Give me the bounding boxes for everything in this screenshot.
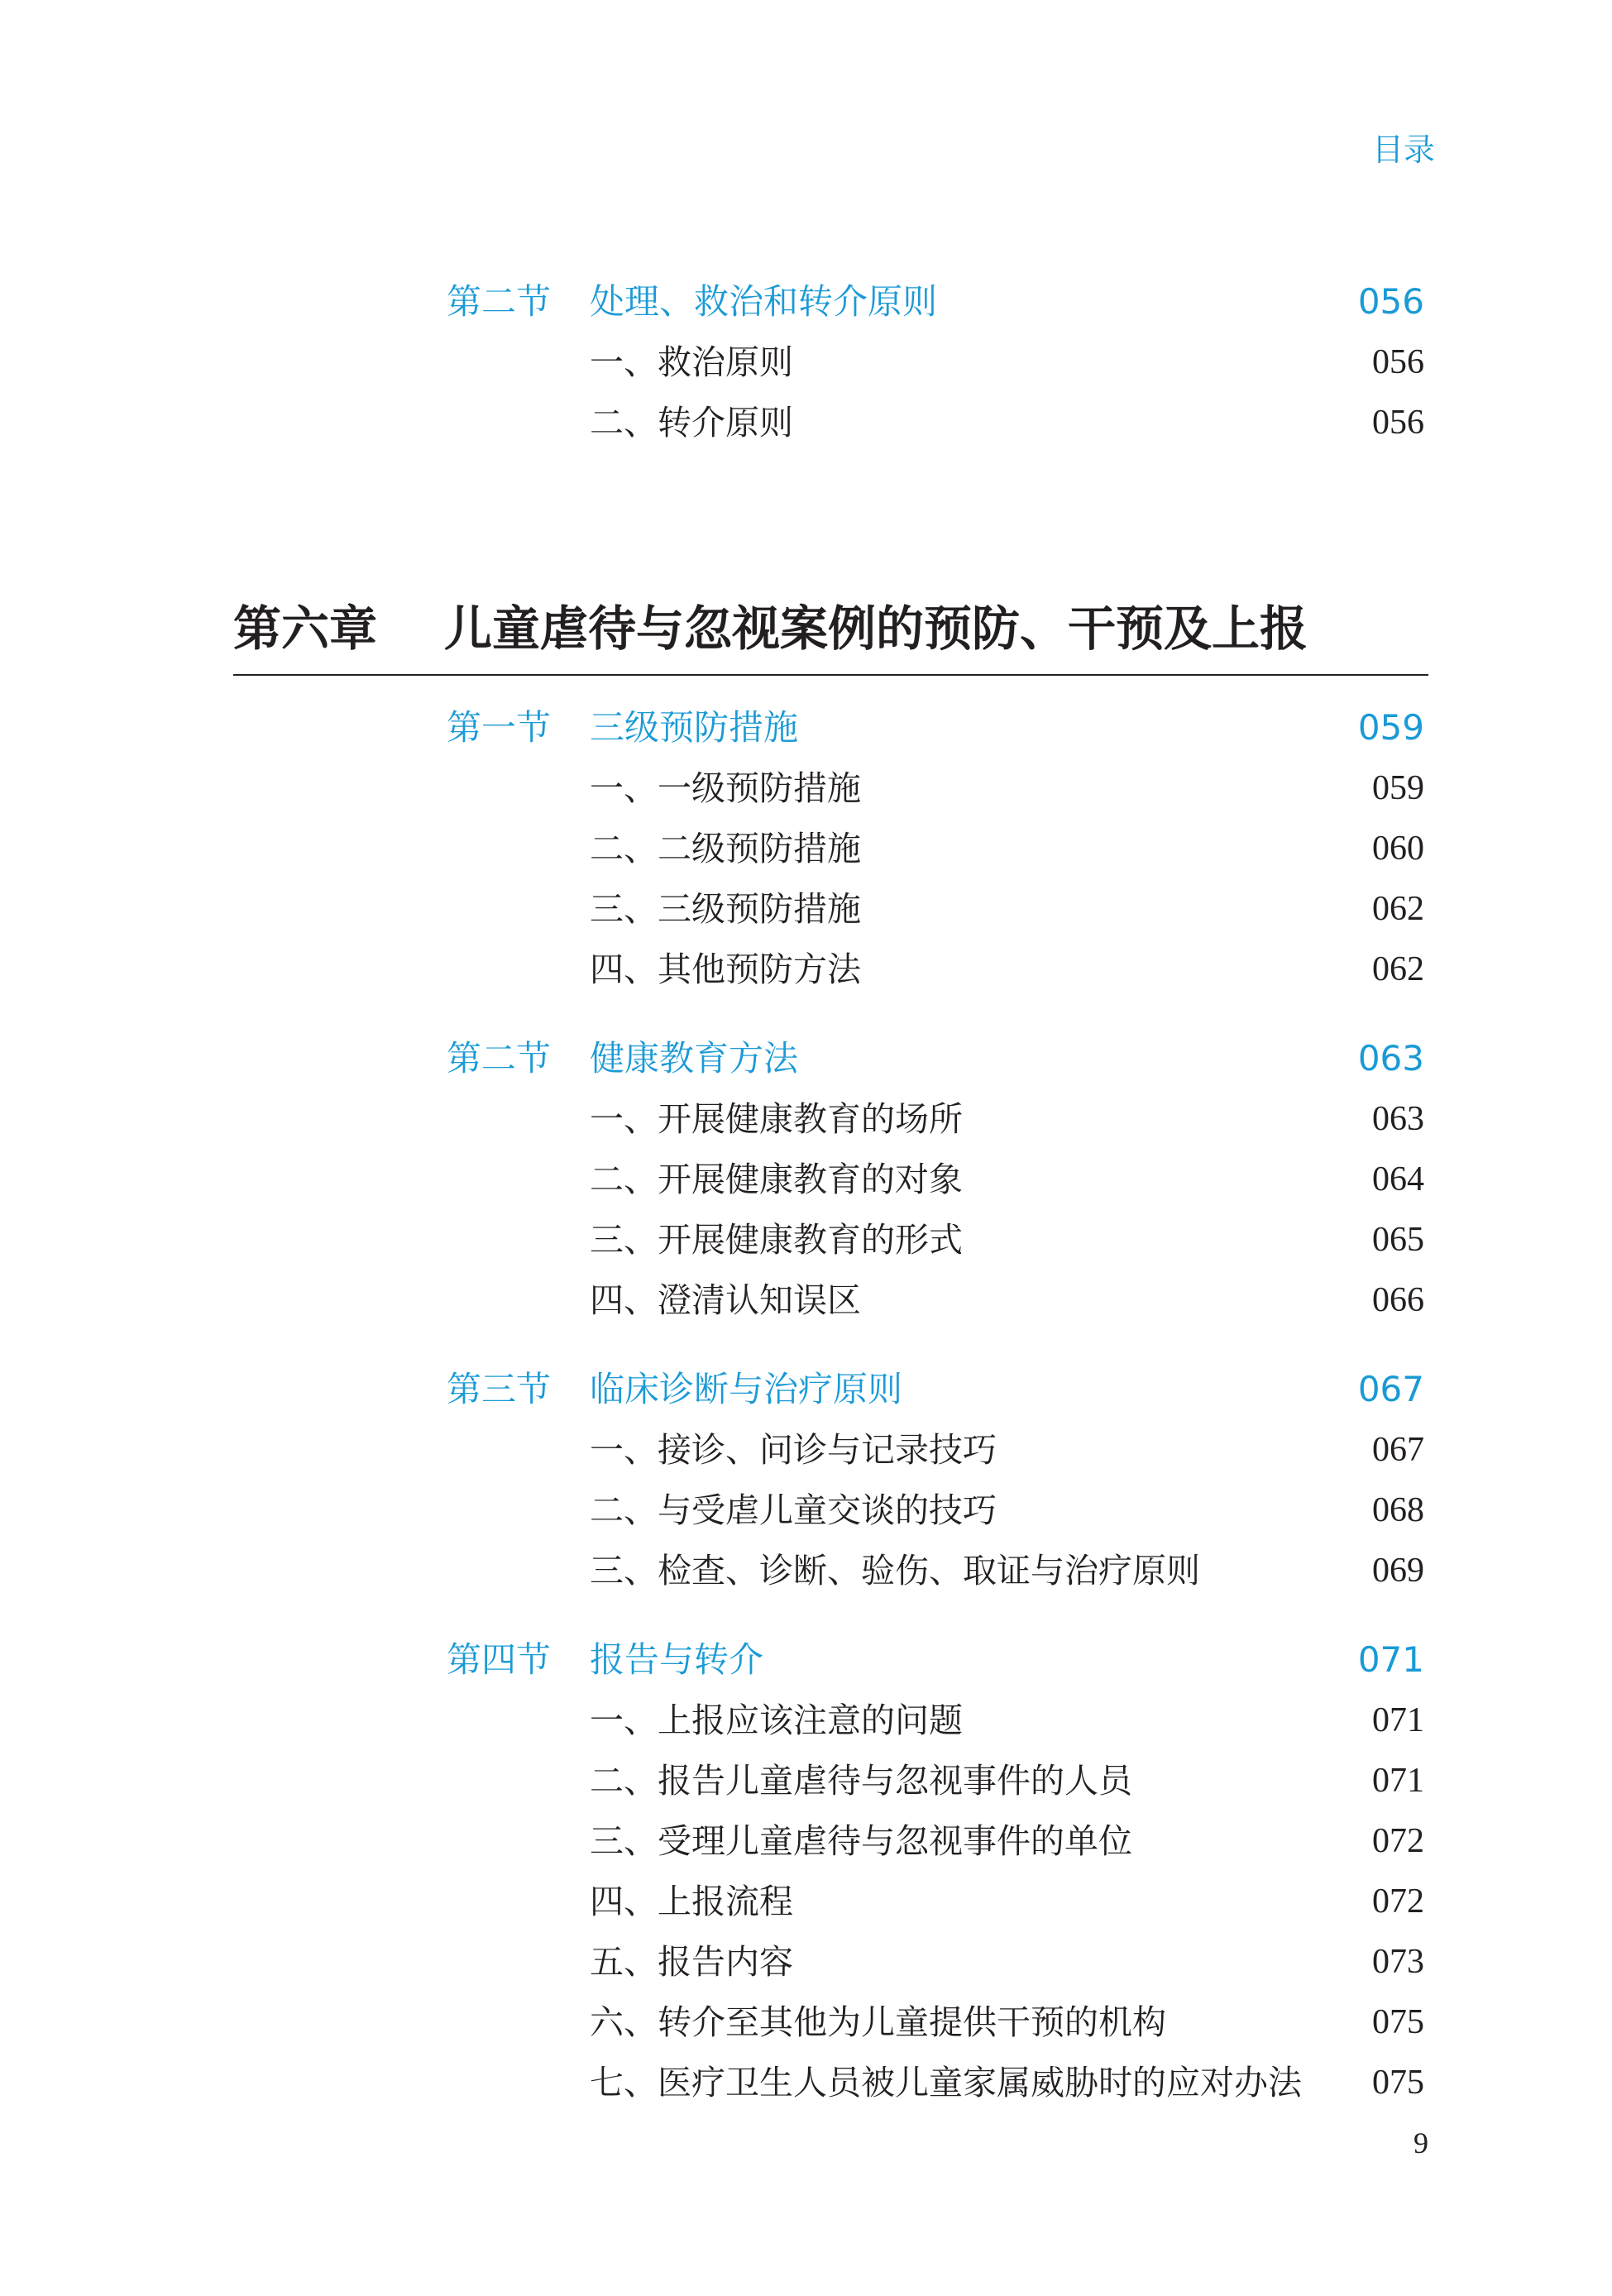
chapter-number: 第六章: [233, 600, 378, 657]
chapter-heading[interactable]: [233, 591, 1308, 666]
section-number: 第二节: [447, 1038, 552, 1079]
section-number: 第四节: [447, 1639, 552, 1680]
item-page-number: 071: [1372, 1762, 1424, 1800]
section-page-number: 067: [1357, 1369, 1424, 1409]
toc-item-entry[interactable]: [0, 1751, 1612, 1810]
toc-item-entry[interactable]: [0, 1150, 1612, 1209]
item-page-number: 064: [1372, 1160, 1424, 1198]
toc-item-entry[interactable]: [0, 1270, 1612, 1330]
item-page-number: 075: [1372, 2064, 1424, 2102]
item-title: 三、开展健康教育的形式: [590, 1220, 963, 1260]
section-page-number: 059: [1357, 707, 1424, 748]
toc-item-entry[interactable]: [0, 940, 1612, 999]
toc-item-entry[interactable]: [0, 819, 1612, 878]
section-title: 临床诊断与治疗原则: [590, 1369, 903, 1409]
item-page-number: 056: [1372, 343, 1424, 381]
toc-item-entry[interactable]: [0, 1480, 1612, 1540]
item-page-number: 069: [1372, 1552, 1424, 1590]
toc-section-entry[interactable]: [0, 698, 1612, 758]
toc-section-entry[interactable]: [0, 1360, 1612, 1419]
item-page-number: 063: [1372, 1100, 1424, 1138]
item-page-number: 071: [1372, 1701, 1424, 1739]
item-title: 一、上报应该注意的问题: [590, 1700, 963, 1740]
item-title: 一、一级预防措施: [590, 768, 861, 808]
section-page-number: 063: [1357, 1038, 1424, 1079]
toc-item-entry[interactable]: [0, 1872, 1612, 1931]
item-title: 二、报告儿童虐待与忽视事件的人员: [590, 1761, 1132, 1801]
item-title: 五、报告内容: [590, 1942, 793, 1982]
item-title: 六、转介至其他为儿童提供干预的机构: [590, 2002, 1166, 2042]
toc-item-entry[interactable]: [0, 1811, 1612, 1871]
toc-item-entry[interactable]: [0, 879, 1612, 939]
item-page-number: 075: [1372, 2003, 1424, 2041]
chapter-divider: [233, 674, 1428, 676]
section-number: 第一节: [447, 707, 552, 748]
page-number: 9: [1413, 2126, 1428, 2160]
item-title: 二、转介原则: [590, 403, 793, 442]
toc-item-entry[interactable]: [0, 1992, 1612, 2052]
item-title: 七、医疗卫生人员被儿童家属威胁时的应对办法: [590, 2063, 1302, 2102]
item-title: 一、接诊、问诊与记录技巧: [590, 1430, 997, 1470]
item-page-number: 067: [1372, 1431, 1424, 1469]
toc-section-entry[interactable]: [0, 1029, 1612, 1088]
item-title: 三、受理儿童虐待与忽视事件的单位: [590, 1821, 1132, 1861]
item-page-number: 062: [1372, 890, 1424, 928]
item-title: 四、上报流程: [590, 1882, 793, 1921]
item-page-number: 059: [1372, 769, 1424, 807]
item-page-number: 066: [1372, 1281, 1424, 1319]
item-title: 四、其他预防方法: [590, 949, 861, 989]
toc-item-entry[interactable]: [0, 393, 1612, 452]
item-page-number: 056: [1372, 404, 1424, 442]
item-page-number: 072: [1372, 1882, 1424, 1921]
toc-item-entry[interactable]: [0, 332, 1612, 392]
toc-item-entry[interactable]: [0, 1691, 1612, 1750]
item-title: 二、开展健康教育的对象: [590, 1160, 963, 1199]
item-title: 一、救治原则: [590, 342, 793, 382]
toc-section-entry[interactable]: [0, 1630, 1612, 1690]
section-page-number: 056: [1357, 281, 1424, 322]
toc-section-entry[interactable]: [0, 272, 1612, 332]
item-page-number: 073: [1372, 1943, 1424, 1981]
section-number: 第三节: [447, 1369, 552, 1409]
item-title: 二、二级预防措施: [590, 829, 861, 868]
section-title: 处理、救治和转介原则: [590, 281, 938, 322]
section-number: 第二节: [447, 281, 552, 322]
item-page-number: 062: [1372, 950, 1424, 988]
toc-item-entry[interactable]: [0, 1089, 1612, 1149]
section-page-number: 071: [1357, 1639, 1424, 1680]
chapter-title: 儿童虐待与忽视案例的预防、干预及上报: [444, 600, 1308, 657]
item-page-number: 065: [1372, 1221, 1424, 1259]
item-page-number: 060: [1372, 830, 1424, 868]
section-title: 健康教育方法: [590, 1038, 799, 1079]
item-title: 三、检查、诊断、验伤、取证与治疗原则: [590, 1551, 1200, 1590]
toc-item-entry[interactable]: [0, 1541, 1612, 1600]
item-title: 一、开展健康教育的场所: [590, 1099, 963, 1139]
item-title: 四、澄清认知误区: [590, 1280, 861, 1320]
item-page-number: 068: [1372, 1491, 1424, 1529]
toc-item-entry[interactable]: [0, 1420, 1612, 1480]
toc-item-entry[interactable]: [0, 2053, 1612, 2112]
item-title: 二、与受虐儿童交谈的技巧: [590, 1490, 997, 1530]
section-title: 报告与转介: [590, 1639, 764, 1680]
toc-item-entry[interactable]: [0, 1932, 1612, 1992]
item-page-number: 072: [1372, 1822, 1424, 1860]
item-title: 三、三级预防措施: [590, 889, 861, 929]
section-title: 三级预防措施: [590, 707, 799, 748]
toc-item-entry[interactable]: [0, 1210, 1612, 1270]
toc-item-entry[interactable]: [0, 758, 1612, 818]
running-header: 目录: [1371, 132, 1435, 168]
